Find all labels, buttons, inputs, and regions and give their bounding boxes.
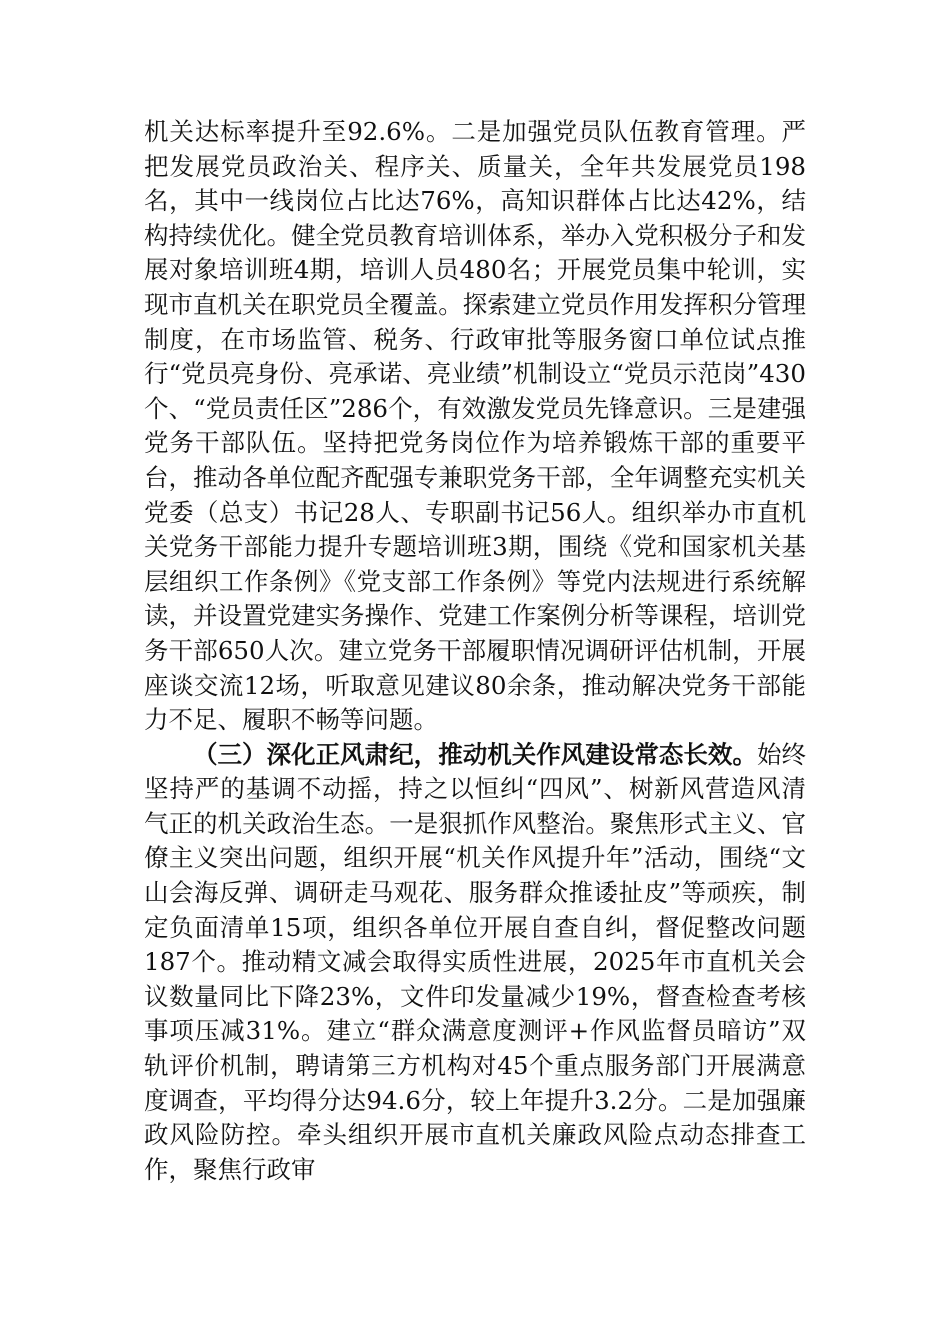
paragraph-text: 机关达标率提升至92.6%。二是加强党员队伍教育管理。严把发展党员政治关、程序关、质量关，全年共发展党员198名，其中一线岗位占比达76%，高知识群体占比达42%，结构持续优化。健全党员教育培训体系，举办入党积极分子和发展对象培训班4期，培训人员480名；开展党员集中轮训，实现市直机关在职党员全覆盖。探索建立党员作用发挥积分管理制度，在市场监管、税务、行政审批等服务窗口单位试点推行“党员亮身份、亮承诺、亮业绩”机制设立“党员示范岗”430个、“党员责任区”286个，有效激发党员先锋意识。三是建强党务干部队伍。坚持把党务岗位作为培养锻炼干部的重要平台，推动各单位配齐配强专兼职党务干部，全年调整充实机关党委（总支）书记28人、专职副书记56人。组织举办市直机关党务干部能力提升专题培训班3期，围绕《党和国家机关基层组织工作条例》《党支部工作条例》等党内法规进行系统解读，并设置党建实务操作、党建工作案例分析等课程，培训党务干部650人次。建立党务干部履职情况调研评估机制，开展座谈交流12场，听取意见建议80余条，推动解决党务干部能力不足、履职不畅等问题。 — [144, 117, 806, 735]
body-text — [144, 115, 806, 1187]
paragraph — [144, 115, 806, 738]
paragraph-text: 始终坚持严的基调不动摇，持之以恒纠“四风”、树新风营造风清气正的机关政治生态。一是狠抓作风整治。聚焦形式主义、官僚主义突出问题，组织开展“机关作风提升年”活动，围绕“文山会海反弹、调研走马观花、服务群众推诿扯皮”等顽疾，制定负面清单15项，组织各单位开展自查自纠，督促整改问题187个。推动精文减会取得实质性进展，2025年市直机关会议数量同比下降23%，文件印发量减少19%，督查检查考核事项压减31%。建立“群众满意度测评+作风监督员暗访”双轨评价机制，聘请第三方机构对45个重点服务部门开展满意度调查，平均得分达94.6分，较上年提升3.2分。二是加强廉政风险防控。牵头组织开展市直机关廉政风险点动态排查工作，聚焦行政审 — [144, 739, 807, 1184]
section-heading: （三）深化正风肃纪，推动机关作风建设常态长效。 — [193, 739, 757, 769]
paragraph — [144, 738, 806, 1188]
